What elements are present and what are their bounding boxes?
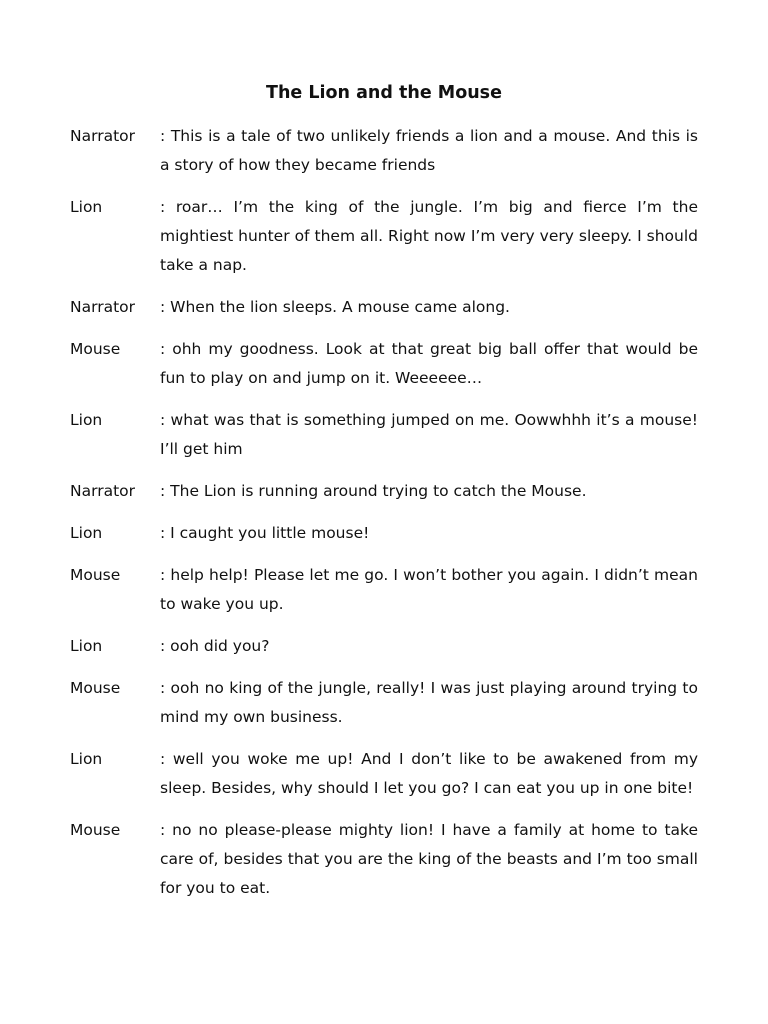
speech-text: : well you woke me up! And I don’t like to be awakened from my sleep. Besides, why should I let you go? I can eat you up in one bite! <box>160 750 698 797</box>
speaker-name: Mouse <box>70 566 121 584</box>
dialogue-line <box>70 816 698 903</box>
speech-text: : ooh no king of the jungle, really! I was just playing around trying to mind my own business. <box>160 679 698 726</box>
dialogue-line <box>70 632 698 661</box>
speaker-name: Narrator <box>70 298 135 316</box>
dialogue-line <box>70 477 698 506</box>
dialogue-line <box>70 519 698 548</box>
speech-text: : When the lion sleeps. A mouse came along. <box>160 298 510 316</box>
speaker-name: Mouse <box>70 821 121 839</box>
speech-text: : help help! Please let me go. I won’t bother you again. I didn’t mean to wake you up. <box>160 566 698 613</box>
dialogue-line <box>70 293 698 322</box>
speaker-name: Lion <box>70 524 103 542</box>
dialogue-script <box>70 122 698 916</box>
dialogue-line <box>70 745 698 803</box>
speaker-name: Narrator <box>70 482 135 500</box>
speaker-name: Lion <box>70 198 103 216</box>
speech-text: : The Lion is running around trying to catch the Mouse. <box>160 482 587 500</box>
speech-text: : no no please-please mighty lion! I have a family at home to take care of, besides that you are the king of the beasts and I’m too small for you to eat. <box>160 821 698 897</box>
dialogue-line <box>70 674 698 732</box>
dialogue-line <box>70 122 698 180</box>
speaker-name: Lion <box>70 411 103 429</box>
speech-text: : what was that is something jumped on me. Oowwhhh it’s a mouse! I’ll get him <box>160 411 698 458</box>
speaker-name: Lion <box>70 637 103 655</box>
dialogue-line <box>70 406 698 464</box>
speaker-name: Lion <box>70 750 103 768</box>
dialogue-line <box>70 193 698 280</box>
dialogue-line <box>70 335 698 393</box>
speaker-name: Mouse <box>70 679 121 697</box>
speech-text: : I caught you little mouse! <box>160 524 370 542</box>
document-title: The Lion and the Mouse <box>266 83 502 103</box>
speech-text: : This is a tale of two unlikely friends a lion and a mouse. And this is a story of how they became friends <box>160 127 698 174</box>
speaker-name: Narrator <box>70 127 135 145</box>
speech-text: : roar… I’m the king of the jungle. I’m big and fierce I’m the mightiest hunter of them all. Right now I’m very very sleepy. I should take a nap. <box>160 198 698 274</box>
speech-text: : ohh my goodness. Look at that great big ball offer that would be fun to play on and jump on it. Weeeeee… <box>160 340 698 387</box>
speaker-name: Mouse <box>70 340 121 358</box>
dialogue-line <box>70 561 698 619</box>
speech-text: : ooh did you? <box>160 637 270 655</box>
